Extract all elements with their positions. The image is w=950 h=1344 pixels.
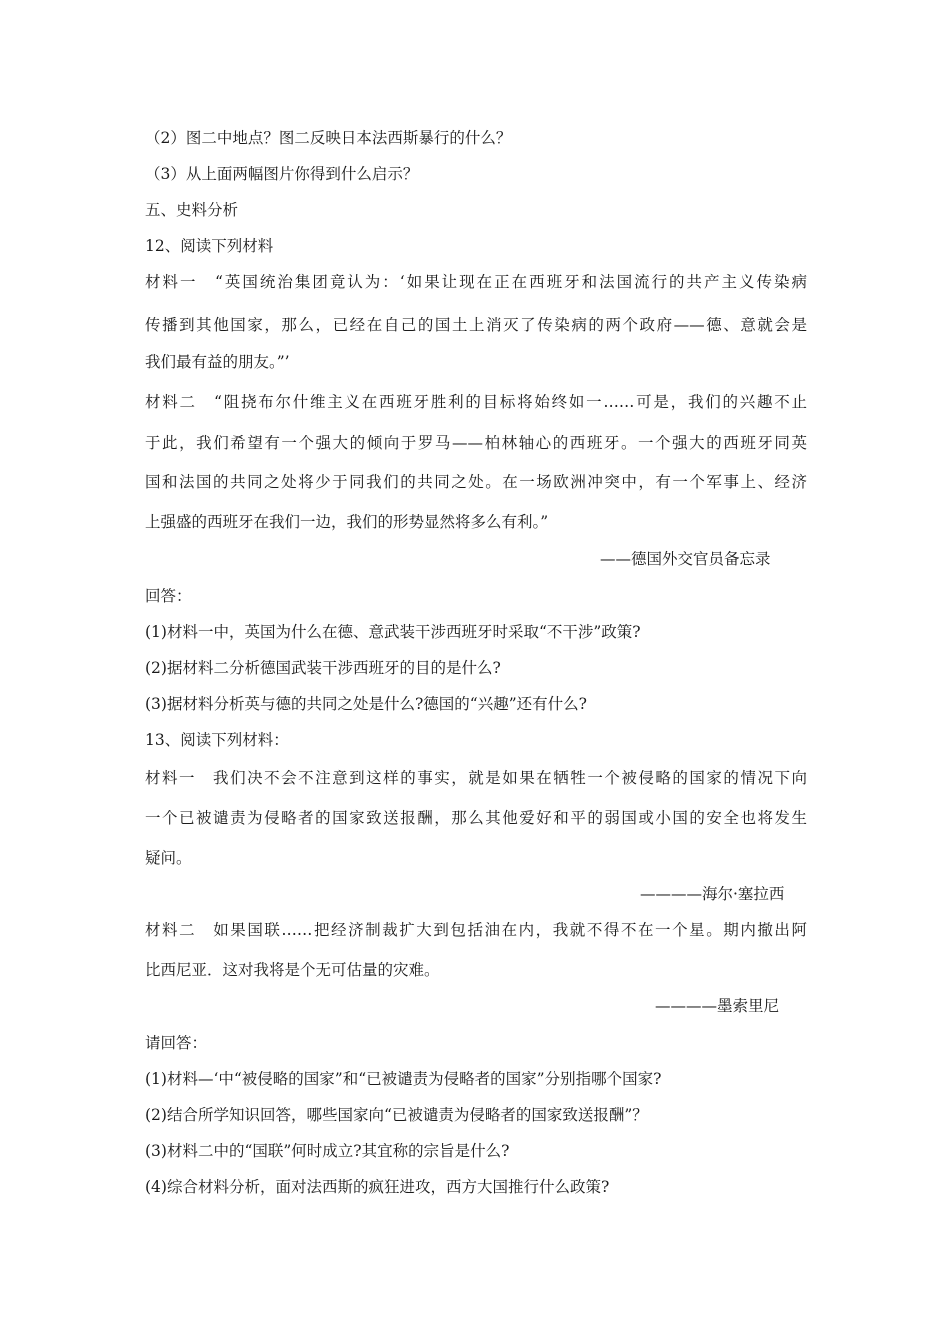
q13-question-4: (4)综合材料分析，面对法西斯的疯狂进攻，西方大国推行什么政策?	[145, 1178, 610, 1196]
q13-question-1: (1)材料—‘中“被侵略的国家”和“已被谴责为侵略者的国家”分别指哪个国家?	[145, 1070, 662, 1088]
q13-material1-line: 一个已被谴责为侵略者的国家致送报酬，那么其他爱好和平的弱国或小国的安全也将发生	[145, 809, 807, 827]
section-heading: 五、史料分析	[145, 201, 239, 219]
q12-question-1: (1)材料一中，英国为什么在德、意武装干涉西班牙时采取“不干涉”政策?	[145, 623, 641, 641]
q13-material2-line: 材料二 如果国联……把经济制裁扩大到包括油在内，我就不得不在一个星。期内撤出阿	[145, 921, 807, 939]
q11-sub3: （3）从上面两幅图片你得到什么启示？	[145, 165, 419, 183]
q13-question-2: (2)结合所学知识回答，哪些国家向“已被谴责为侵略者的国家致送报酬”？	[145, 1106, 648, 1124]
q12-heading: 12、阅读下列材料	[145, 237, 274, 255]
q12-material2-line: 于此，我们希望有一个强大的倾向于罗马——柏林轴心的西班牙。一个强大的西班牙同英	[145, 434, 807, 452]
q12-material1-line: 材料一 “英国统治集团竟认为：‘如果让现在正在西班牙和法国流行的共产主义传染病	[145, 273, 807, 291]
q13-material1-line: 材料一 我们决不会不注意到这样的事实，就是如果在牺牲一个被侵略的国家的情况下向	[145, 769, 807, 787]
q13-heading: 13、阅读下列材料：	[145, 731, 289, 749]
q11-sub2: （2）图二中地点？图二反映日本法西斯暴行的什么？	[145, 129, 512, 147]
q13-material1-source: ————海尔·塞拉西	[640, 885, 785, 903]
q12-material2-line: 材料二 “阻挠布尔什维主义在西班牙胜利的目标将始终如一……可是，我们的兴趣不止	[145, 393, 807, 411]
q13-ask-label: 请回答：	[145, 1034, 208, 1052]
q12-material2-line: 国和法国的共同之处将少于同我们的共同之处。在一场欧洲冲突中，有一个军事上、经济	[145, 473, 807, 491]
q12-material1-line: 传播到其他国家，那么，已经在自己的国土上消灭了传染病的两个政府——德、意就会是	[145, 316, 807, 334]
q12-question-3: (3)据材料分析英与德的共同之处是什么?德国的“兴趣”还有什么?	[145, 695, 587, 713]
q12-material2-line: 上强盛的西班牙在我们一边，我们的形势显然将多么有利。”	[145, 513, 549, 531]
q12-question-2: (2)据材料二分析德国武装干涉西班牙的目的是什么?	[145, 659, 501, 677]
q12-material1-line: 我们最有益的朋友。”’	[145, 353, 290, 371]
q13-material2-source: ————墨索里尼	[655, 997, 780, 1015]
q13-question-3: (3)材料二中的“国联”何时成立?其宜称的宗旨是什么?	[145, 1142, 510, 1160]
q12-answer-label: 回答：	[145, 587, 192, 605]
q13-material1-line: 疑问。	[145, 849, 192, 867]
q12-source: ——德国外交官员备忘录	[600, 550, 771, 568]
q13-material2-line: 比西尼亚．这对我将是个无可估量的灾难。	[145, 961, 440, 979]
